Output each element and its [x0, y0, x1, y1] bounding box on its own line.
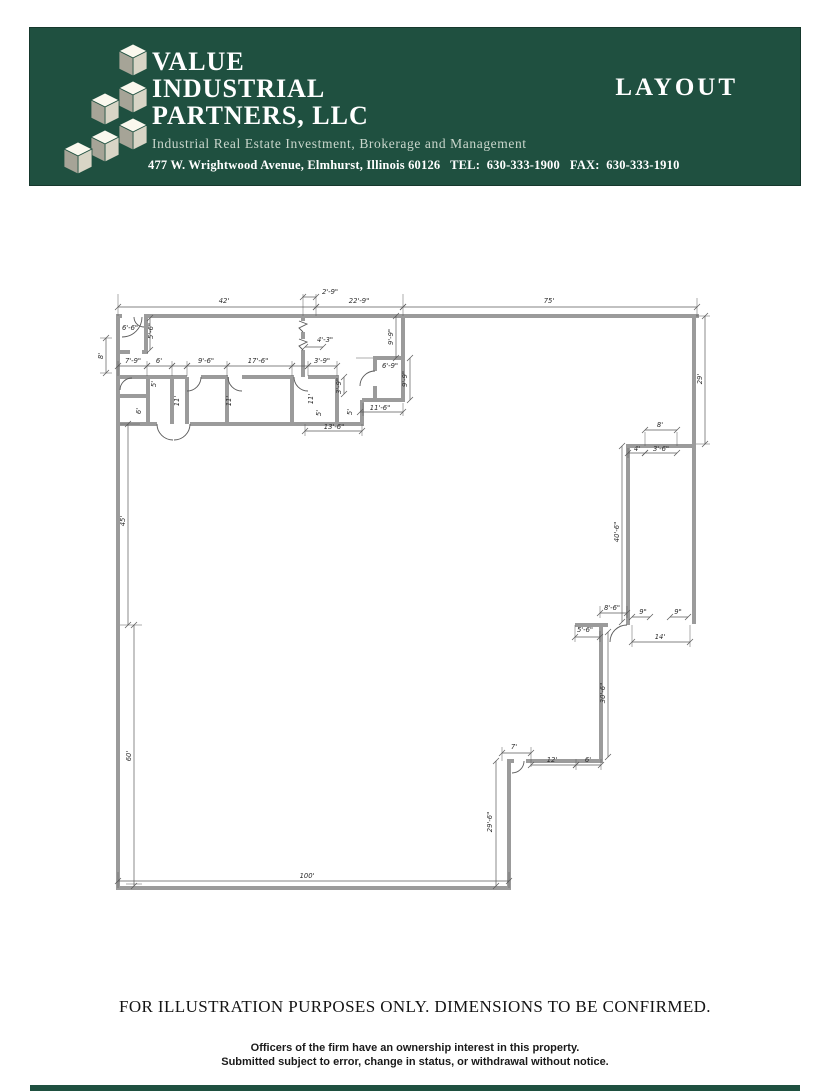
dimension-label: 8': [656, 421, 664, 429]
dimension-label: 3'-9": [313, 357, 331, 365]
dimension-label: 60': [125, 750, 133, 762]
dimension-label: 6': [584, 756, 592, 764]
dimension-label: 75': [543, 297, 555, 305]
dimension-label: 6': [155, 357, 163, 365]
dimension-label: 8'-6": [603, 604, 621, 612]
dimension-label: 6': [135, 407, 143, 415]
floor-plan-walls: [116, 314, 699, 890]
dimension-label: 5': [315, 409, 323, 417]
dimension-label: 7'-9": [124, 357, 142, 365]
dimension-label: 3'-9": [335, 377, 343, 395]
dimension-label: 5'-6": [576, 626, 594, 634]
dimension-label: 12': [546, 756, 558, 764]
dimension-label: 40'-6": [613, 521, 621, 543]
dimension-label: 42': [218, 297, 230, 305]
dimension-label: 9'-6": [197, 357, 215, 365]
company-address: 477 W. Wrightwood Avenue, Elmhurst, Illinois 60126 TEL: 630-333-1900 FAX: 630-333-1910: [148, 158, 680, 172]
dimension-label: 11': [307, 393, 315, 405]
dimension-label: 7': [510, 743, 518, 751]
footer-note-submitted: Submitted subject to error, change in status, or withdrawal without notice.: [221, 1056, 609, 1068]
dimension-label: 6'-6": [121, 324, 139, 332]
dimension-label: 17'-6": [247, 357, 269, 365]
dimension-label: 14': [654, 633, 666, 641]
footer-note-ownership: Officers of the firm have an ownership interest in this property.: [250, 1042, 580, 1054]
footer-green-bar: [30, 1085, 800, 1091]
dimension-label: 5': [346, 408, 354, 416]
dimension-label: 11': [225, 395, 233, 407]
dimension-label: 11': [173, 395, 181, 407]
dimension-label: 2'-9": [321, 288, 339, 296]
dimension-label: 11'-6": [369, 404, 391, 412]
dimension-label: 9'-9": [401, 370, 409, 388]
dimension-label: 9": [639, 608, 647, 616]
dimension-label: 29': [696, 373, 704, 385]
dimension-label: 29'-6": [486, 811, 494, 833]
dimension-label: 6'-9": [381, 362, 399, 370]
company-tagline: Industrial Real Estate Investment, Brokerage and Management: [152, 136, 527, 151]
disclaimer-text: FOR ILLUSTRATION PURPOSES ONLY. DIMENSIONS TO BE CONFIRMED.: [119, 997, 711, 1016]
dimension-label: 22'-9": [348, 297, 370, 305]
dimension-label: 4'-3": [316, 336, 334, 344]
dimension-label: 45': [119, 515, 127, 527]
door-swing-arcs: [120, 317, 627, 773]
dimension-label: 8': [97, 352, 105, 360]
company-name-line2: INDUSTRIAL: [152, 74, 326, 103]
company-name-line1: VALUE: [152, 47, 245, 76]
dimension-label: 5'-6": [147, 322, 155, 340]
company-name-line3: PARTNERS, LLC: [152, 101, 369, 130]
dimension-label: 9": [674, 608, 682, 616]
dimension-label: 3'-6": [652, 445, 670, 453]
dimension-label: 5': [150, 380, 158, 388]
dimension-label: 9'-9": [387, 328, 395, 346]
document-title: LAYOUT: [615, 74, 738, 101]
dimension-label: 30'-6": [599, 682, 607, 704]
dimension-label: 100': [299, 872, 315, 880]
dimension-labels: [97, 288, 704, 880]
dimension-label: 4': [633, 445, 641, 453]
dimension-label: 13'-6": [323, 423, 345, 431]
